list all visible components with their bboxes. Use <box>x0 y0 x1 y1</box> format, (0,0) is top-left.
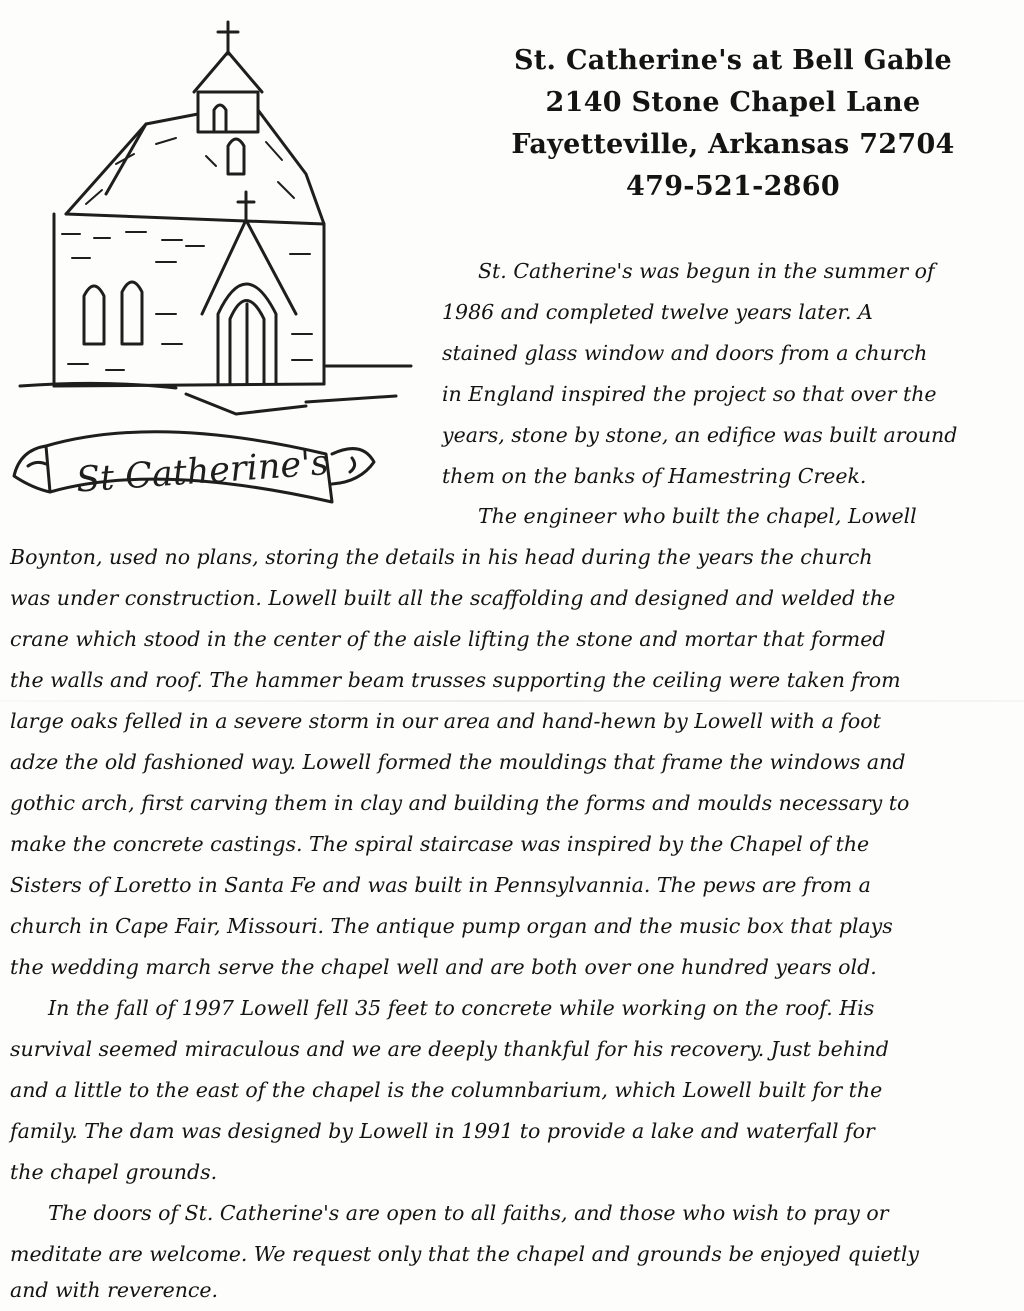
body-line: adze the old fashioned way. Lowell formed the mouldings that frame the windows and <box>10 750 906 774</box>
body-line: and a little to the east of the chapel is the columnbarium, which Lowell built for the <box>10 1078 883 1102</box>
body-line: the wedding march serve the chapel well and are both over one hundred years old. <box>10 955 877 979</box>
body-line: In the fall of 1997 Lowell fell 35 feet to concrete while working on the roof. His <box>48 996 875 1020</box>
body-line: gothic arch, first carving them in clay and building the forms and moulds necessary to <box>10 791 910 815</box>
banner-text: St Catherine's <box>74 443 330 501</box>
body-line: was under construction. Lowell built all the scaffolding and designed and welded the <box>10 586 896 610</box>
chapel-name: St. Catherine's at Bell Gable <box>513 45 953 76</box>
body-line: the walls and roof. The hammer beam trusses supporting the ceiling were taken from <box>10 668 901 692</box>
body-line: large oaks felled in a severe storm in our area and hand-hewn by Lowell with a foot <box>10 709 881 733</box>
body-line: stained glass window and doors from a church <box>442 341 928 365</box>
body-line: family. The dam was designed by Lowell in 1991 to provide a lake and waterfall for <box>10 1119 875 1143</box>
body-line: Boynton, used no plans, storing the details in his head during the years the church <box>10 545 873 569</box>
body-line: church in Cape Fair, Missouri. The antique pump organ and the music box that plays <box>10 914 893 938</box>
city-state-zip: Fayetteville, Arkansas 72704 <box>511 129 955 160</box>
body-line: and with reverence. <box>10 1278 219 1302</box>
address-header <box>478 40 988 208</box>
phone-number: 479-521-2860 <box>626 171 840 202</box>
paper-fold-line <box>0 700 1024 702</box>
body-line: years, stone by stone, an edifice was built around <box>442 423 958 447</box>
body-line: St. Catherine's was begun in the summer of <box>478 259 935 283</box>
body-line: Sisters of Loretto in Santa Fe and was built in Pennsylvannia. The pews are from a <box>10 873 871 897</box>
body-line: crane which stood in the center of the aisle lifting the stone and mortar that formed <box>10 627 886 651</box>
street-address: 2140 Stone Chapel Lane <box>545 87 921 118</box>
body-line: meditate are welcome. We request only that the chapel and grounds be enjoyed quietly <box>10 1242 920 1266</box>
body-line: make the concrete castings. The spiral staircase was inspired by the Chapel of the <box>10 832 870 856</box>
body-line: The engineer who built the chapel, Lowell <box>478 504 917 528</box>
body-line: in England inspired the project so that over the <box>442 382 937 406</box>
body-line: The doors of St. Catherine's are open to all faiths, and those who wish to pray or <box>48 1201 889 1225</box>
chapel-drawing-icon <box>6 14 426 504</box>
body-line: them on the banks of Hamestring Creek. <box>442 464 867 488</box>
body-line: survival seemed miraculous and we are deeply thankful for his recovery. Just behind <box>10 1037 889 1061</box>
body-line: the chapel grounds. <box>10 1160 218 1184</box>
body-line: 1986 and completed twelve years later. A <box>442 300 873 324</box>
